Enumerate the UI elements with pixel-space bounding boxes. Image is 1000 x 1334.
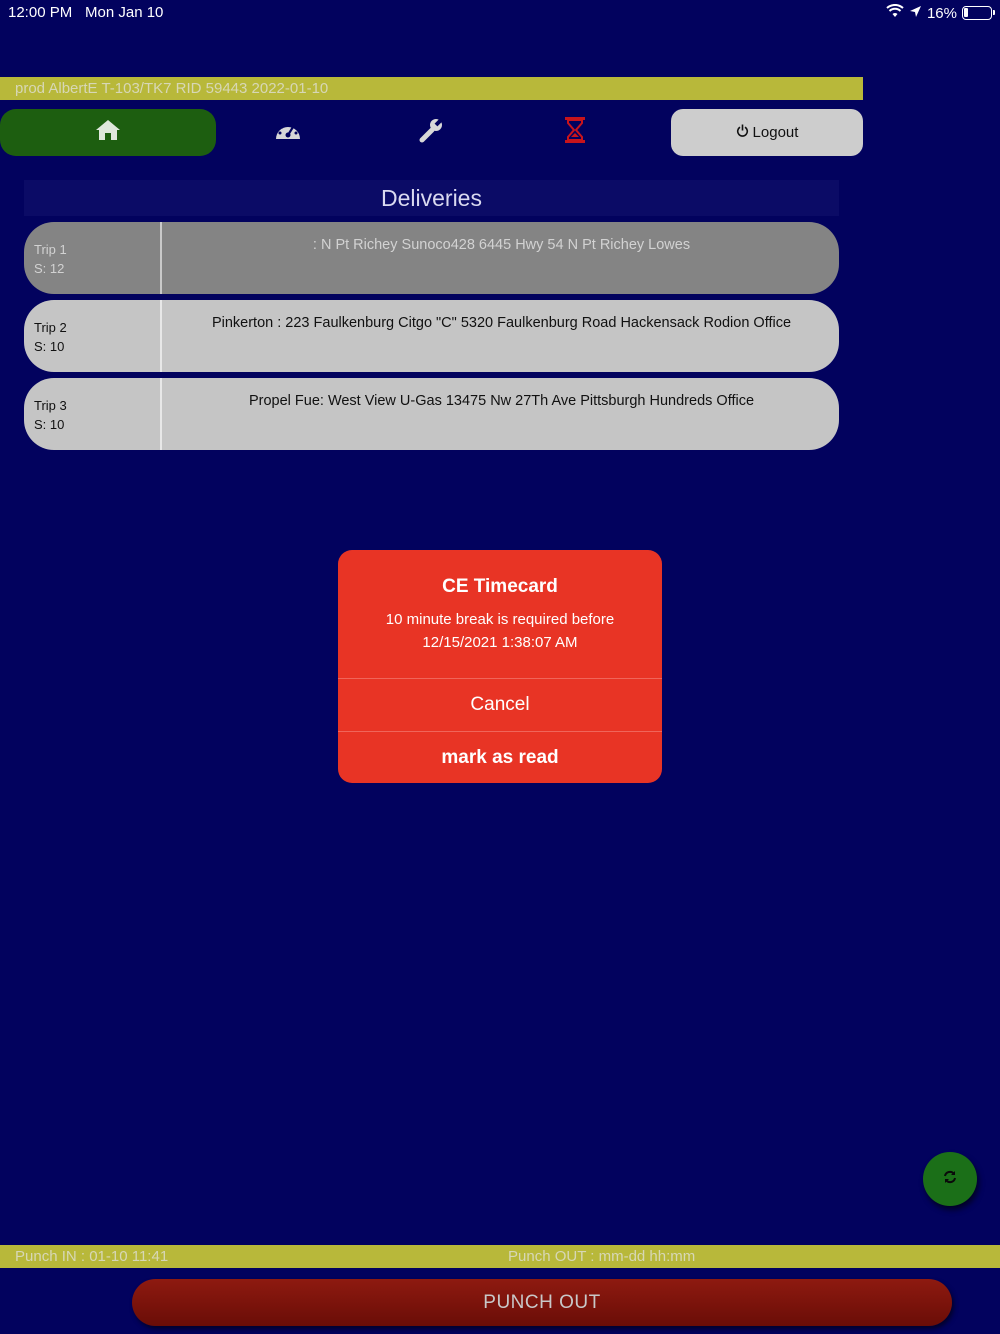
dashboard-button[interactable] xyxy=(273,117,303,147)
trip-row[interactable] xyxy=(24,222,839,294)
punch-in-text: Punch IN : 01-10 11:41 xyxy=(15,1248,169,1265)
logout-label: Logout xyxy=(752,124,799,141)
trip-stops: S: 10 xyxy=(34,417,65,432)
battery-icon xyxy=(962,6,992,20)
status-time: 12:00 PM xyxy=(8,4,73,21)
mark-as-read-button[interactable]: mark as read xyxy=(441,747,559,768)
trip-address: Pinkerton : 223 Faulkenburg Citgo "C" 5320 Faulkenburg Road Hackensack Rodion Office xyxy=(211,315,792,331)
cancel-button[interactable]: Cancel xyxy=(470,694,530,715)
trip-number: Trip 2 xyxy=(34,320,67,335)
battery-level xyxy=(964,8,968,17)
timecard-button[interactable] xyxy=(560,117,590,147)
alert-message-line: 10 minute break is required before xyxy=(385,611,615,628)
dashboard-icon xyxy=(274,119,302,146)
wrench-icon xyxy=(418,117,444,148)
tools-button[interactable] xyxy=(416,117,446,147)
trip-summary xyxy=(34,240,67,278)
trip-summary xyxy=(34,396,67,434)
trip-address: Propel Fue: West View U-Gas 13475 Nw 27Th Ave Pittsburgh Hundreds Office xyxy=(248,393,755,409)
trip-stops: S: 12 xyxy=(34,261,65,276)
home-icon xyxy=(95,119,121,146)
status-indicators xyxy=(886,4,992,22)
hourglass-icon xyxy=(564,116,586,149)
trip-number: Trip 3 xyxy=(34,398,67,413)
timecard-alert xyxy=(338,550,662,783)
location-arrow-icon xyxy=(909,5,922,22)
trip-divider xyxy=(160,378,162,450)
power-icon xyxy=(736,124,749,141)
battery-percent: 16% xyxy=(926,4,957,22)
punch-status-bar xyxy=(0,1245,1000,1268)
home-button[interactable] xyxy=(0,109,216,156)
trip-address: : N Pt Richey Sunoco428 6445 Hwy 54 N Pt Richey Lowes xyxy=(312,237,691,253)
status-date: Mon Jan 10 xyxy=(85,4,164,21)
session-info-banner: prod AlbertE T-103/TK7 RID 59443 2022-01-10 xyxy=(0,77,863,100)
status-bar xyxy=(0,0,1000,26)
trip-row[interactable] xyxy=(24,300,839,372)
trip-divider xyxy=(160,222,162,294)
alert-message xyxy=(348,608,652,654)
trip-divider xyxy=(160,300,162,372)
trip-summary xyxy=(34,318,67,356)
trip-number: Trip 1 xyxy=(34,242,67,257)
logout-button[interactable] xyxy=(671,109,863,156)
deliveries-title: Deliveries xyxy=(24,180,839,216)
wifi-icon xyxy=(886,4,904,22)
trip-stops: S: 10 xyxy=(34,339,65,354)
alert-message-line: 12/15/2021 1:38:07 AM xyxy=(422,634,578,651)
trip-row[interactable] xyxy=(24,378,839,450)
refresh-icon xyxy=(943,1170,957,1189)
punch-out-button[interactable]: PUNCH OUT xyxy=(132,1279,952,1326)
refresh-button[interactable] xyxy=(923,1152,977,1206)
punch-out-text: Punch OUT : mm-dd hh:mm xyxy=(508,1248,696,1265)
alert-title: CE Timecard xyxy=(442,576,558,597)
